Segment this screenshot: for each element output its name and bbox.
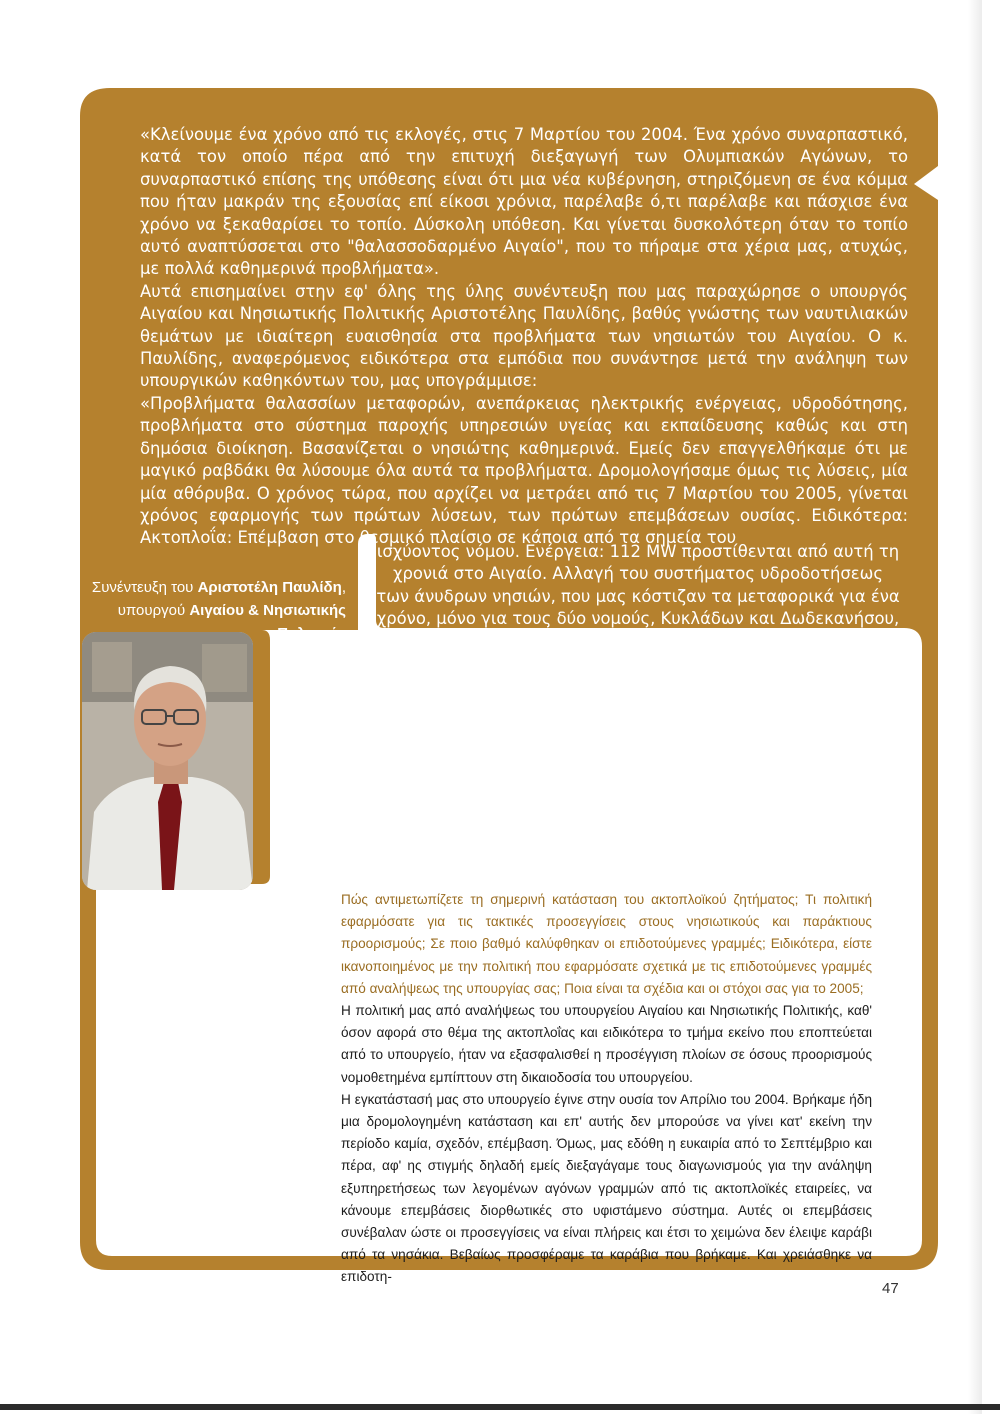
intro-paragraph-2: Αυτά επισημαίνει στην εφ' όλης της ύλης συνέντευξη που μας παραχώρησε ο υπουργός Αιγαίου και Νησιωτικής Πολιτικής Αριστοτέλης Παυλίδης, βαθύς γνώστης των ναυτιλιακών θεμάτων με ιδιαίτερη ευαισθησία στα προβλήματα των νησιωτών του Αιγαίου. Ο κ. Παυλίδης, αναφερόμενος ειδικότερα στα εμπόδια που συνάντησε μετά την ανάληψη των υπουργικών καθηκόντων του, μας υπογράμμισε:	[140, 281, 908, 391]
intro-continuation: ισχύοντος νόμου. Ενέργεια: 112 MW προστίθενται από αυτή τη χρονιά στο Αιγαίο. Αλλαγή του συστήματος υδροδοτήσεως των άνυδρων νησιών, που μας κόστιζαν τα μεταφορικά για ένα χρόνο, μόνο για τους δύο νομούς, Κυκλάδων και Δωδεκανήσου, 8,8 εκατ. ευρώ περίπου. Αυτές οι επεμβάσεις πιστεύω ότι θα βελτιώσουν το επίπεδο διαβιώσεως των νησιωτών με στόχο: μη μας φύγουν οι νησιώτες και μας μείνουν τα νησιά».	[376, 542, 900, 696]
intro-paragraph-1: «Κλείνουμε ένα χρόνο από τις εκλογές, στις 7 Μαρτίου του 2004. Ένα χρόνο συναρπαστικό, κατά τον οποίο πέρα από την επιτυχή διεξαγωγή των Ολυμπιακών Αγώνων, το συναρπαστικό επίσης της υπόθεσης είναι ότι μια νέα κυβέρνηση, στηριζόμενη σε ένα κόμμα που ήταν μακράν της εξουσίας επί είκοσι χρόνια, παρέλαβε ό,τι παρέλαβε και πάσχισε ένα χρόνο να ξεκαθαρίσει το τοπίο. Δύσκολη υπόθεση. Και γίνεται δυσκολότερη όταν το τοπίο αυτό αναπτύσσεται στο "θαλασσοδαρμένο Αιγαίο", που το πήραμε στα χέρια μας, ατυχώς, με πολλά καθημερινά προβλήματα».	[140, 125, 908, 279]
page-number: 47	[882, 1280, 899, 1297]
portrait-illustration	[82, 632, 253, 890]
caption-prefix: Συνέντευξη του	[91, 579, 198, 596]
intro-quote	[140, 124, 908, 550]
portrait-photo	[82, 632, 253, 890]
answer-paragraph-1: Η πολιτική μας από αναλήψεως του υπουργείου Αιγαίου και Νησιωτικής Πολιτικής, καθ' όσον αφορά στο θέμα της ακτοπλοΐας και ειδικότερα το τμήμα εκείνο που εποπτεύεται από το υπουργείο, ήταν να εξασφαλισθεί η προσέγγιση πλοίων σε όσους προορισμούς νομοθετημένα εμπίπτουν στη δικαιοδοσία του υπουργείου.	[341, 1003, 872, 1085]
caption-role: υπουργού	[117, 602, 190, 619]
answer-paragraph-2: Η εγκατάστασή μας στο υπουργείο έγινε στην ουσία τον Απρίλιο του 2004. Βρήκαμε ήδη μια δρομολογημένη κατάσταση και επ' αυτής δεν μπορούσε να γίνει κατ' εκείνη την περίοδο καμία, σχεδόν, επέμβαση. Όμως, μας εδόθη η ευκαιρία από το Σεπτέμβριο και πέρα, αφ' ης στιγμής δηλαδή εμείς διεξαγάγαμε τους διαγωνισμούς για την ανάληψη εξυπηρετήσεως των λεγομένων αγόνων γραμμών από τις ακτοπλοϊκές εταιρείες, να κάνουμε επεμβάσεις διορθωτικές στο υφιστάμενο σύστημα. Αυτές οι επεμβάσεις συνέβαλαν ώστε οι προσεγγίσεις να είναι πλήρεις και έτσι το χειμώνα δεν έλειψε καράβι από τα νησάκια. Βεβαίως προσφέραμε τα καράβια που βρήκαμε. Και χρειάσθηκε να επιδοτη-	[341, 1091, 872, 1285]
interview-question: Πώς αντιμετωπίζετε τη σημερινή κατάσταση του ακτοπλοϊκού ζητήματος; Τι πολιτική εφαρμόσατε για τις τακτικές προσεγγίσεις στους νησιωτικούς και παράκτιους προορισμούς; Σε ποιο βαθμό καλύφθηκαν οι επιδοτούμενες γραμμές; Ειδικότερα, είστε ικανοποιημένος με την πολιτική που εφαρμόσατε σχετικά με τις επιδοτούμενες γραμμές από αναλήψεως της υπουργίας σας; Ποια είναι τα σχέδια και οι στόχοι σας για το 2005;	[341, 892, 872, 996]
intro-paragraph-3: «Προβλήματα θαλασσίων μεταφορών, ανεπάρκειας ηλεκτρικής ενέργειας, υδροδότησης, προβλήματα στο σύστημα παροχής υπηρεσιών υγείας και εκπαίδευσης καθώς και στη δημόσια διοίκηση. Βασανίζεται ο νησιώτης καθημερινά. Εμείς δεν επαγγελθήκαμε ότι με μαγικό ραβδάκι θα λύσουμε όλα αυτά τα προβλήματα. Δρομολογήσαμε όμως τις λύσεις, μία μία αθόρυβα. Ο χρόνος τώρα, που αρχίζει να μετράει από τις 7 Μαρτίου του 2005, γίνεται χρόνος εφαρμογής των πρώτων λύσεων, των πρώτων επεμβάσεων ουσίας. Ειδικότερα: Ακτοπλοΐα: Επέμβαση στο θεσμικό πλαίσιο σε κάποια από τα σημεία του	[140, 393, 908, 548]
bottom-rule	[0, 1404, 1000, 1410]
caption-ministry: Αιγαίου & Νησιωτικής Πολιτικής	[189, 602, 346, 642]
caption-name: Αριστοτέλη Παυλίδη	[197, 579, 342, 596]
caption-comma: ,	[341, 579, 346, 596]
interview-body	[341, 889, 872, 1289]
